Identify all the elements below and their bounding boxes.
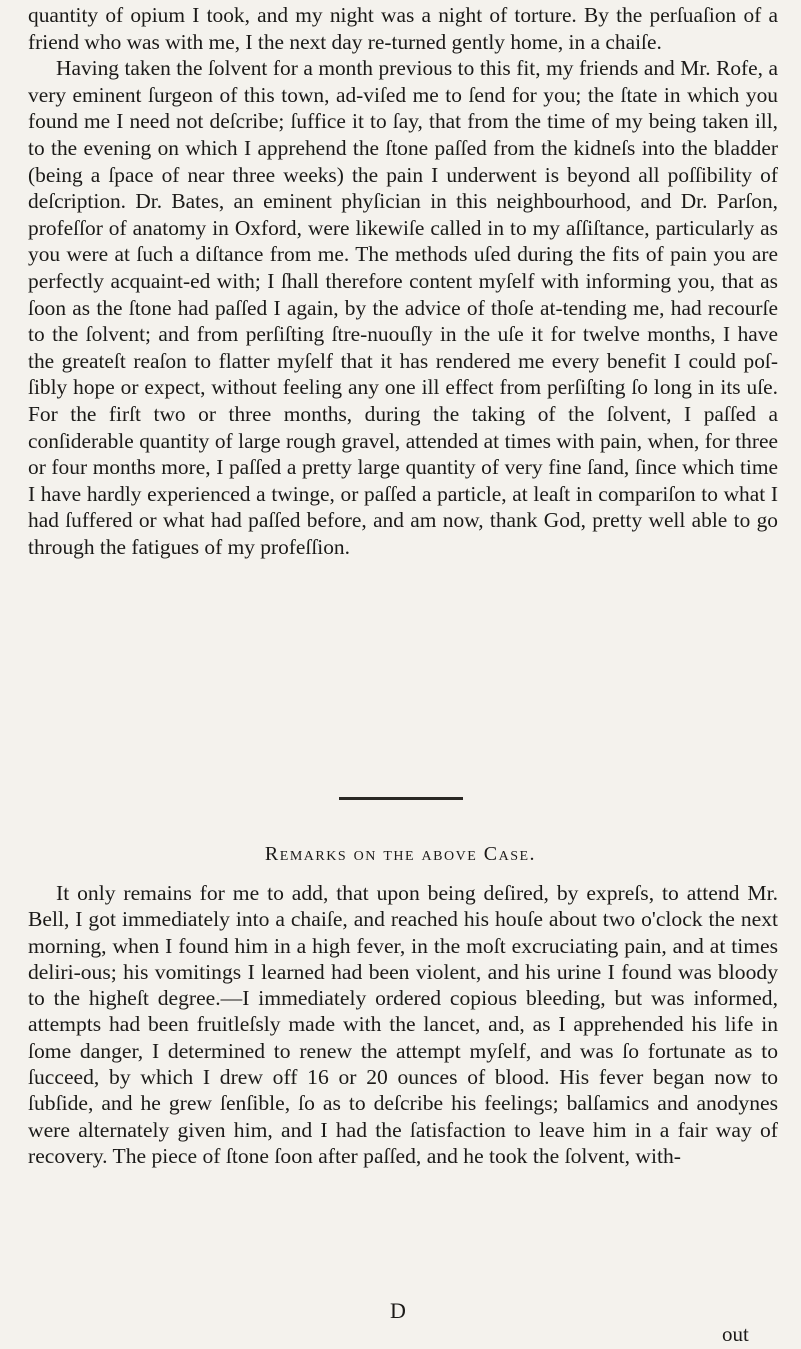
paragraph-continuation: quantity of opium I took, and my night was a night of torture. By the perſuaſion of a friend who was with me, I the next day re-turned gently home, in a chaiſe.	[28, 3, 778, 54]
section-heading: Remarks on the above Case.	[264, 843, 537, 865]
catchword: out	[722, 1322, 749, 1346]
printer-signature-mark: D	[390, 1298, 406, 1323]
body-text-remarks	[28, 880, 778, 1169]
section-divider-rule	[339, 797, 463, 800]
paragraph-remarks: It only remains for me to add, that upon being deſired, by expreſs, to attend Mr. Bell, I got immediately into a chaiſe, and reached his houſe about two o'clock the next morning, when I found him in a high fever, in the moſt excruciating pain, and at times deliri-ous; his vomitings I learned had been violent, and his urine I found was bloody to the higheſt degree.—I immediately ordered copious bleeding, but was informed, attempts had been fruitleſsly made with the lancet, and, as I apprehended his life in ſome danger, I determined to renew the attempt myſelf, and was ſo fortunate as to ſucceed, by which I drew off 16 or 20 ounces of blood. His fever began now to ſubſide, and he grew ſenſible, ſo as to deſcribe his feelings; balſamics and anodynes were alternately given him, and I had the ſatisfaction to leave him in a fair way of recovery. The piece of ſtone ſoon after paſſed, and he took the ſolvent, with-	[28, 881, 778, 1168]
paragraph-letter-body: Having taken the ſolvent for a month previous to this fit, my friends and Mr. Rofe, a very eminent ſurgeon of this town, ad-viſed me to ſend for you; the ſtate in which you found me I need not deſcribe; ſuffice it to ſay, that from the time of my being taken ill, to the evening on which I apprehend the ſtone paſſed from the kidneſs into the bladder (being a ſpace of near three weeks) the pain I underwent is beyond all poſſibility of deſcription. Dr. Bates, an eminent phyſician in this neighbourhood, and Dr. Parſon, profeſſor of anatomy in Oxford, were likewiſe called in to my aſſiſtance, particularly as you were at ſuch a diſtance from me. The methods uſed during the fits of pain you are perfectly acquaint-ed with; I ſhall therefore content myſelf with informing you, that as ſoon as the ſtone had paſſed I again, by the advice of thoſe at-tending me, had recourſe to the ſolvent; and from perſiſting ſtre-nuouſly in the uſe it for twelve months, I have the greateſt reaſon to flatter myſelf that it has rendered me every benefit I could poſ-ſibly hope or expect, without feeling any one ill effect from perſiſting ſo long in its uſe. For the firſt two or three months, during the taking of the ſolvent, I paſſed a conſiderable quantity of large rough gravel, attended at times with pain, when, for three or four months more, I paſſed a pretty large quantity of very fine ſand, ſince which time I have hardly experienced a twinge, or paſſed a particle, at leaſt in compariſon to what I had ſuffered or what had paſſed before, and am now, thank God, pretty well able to go through the fatigues of my profeſſion.	[28, 56, 778, 559]
body-text-top	[28, 2, 778, 560]
